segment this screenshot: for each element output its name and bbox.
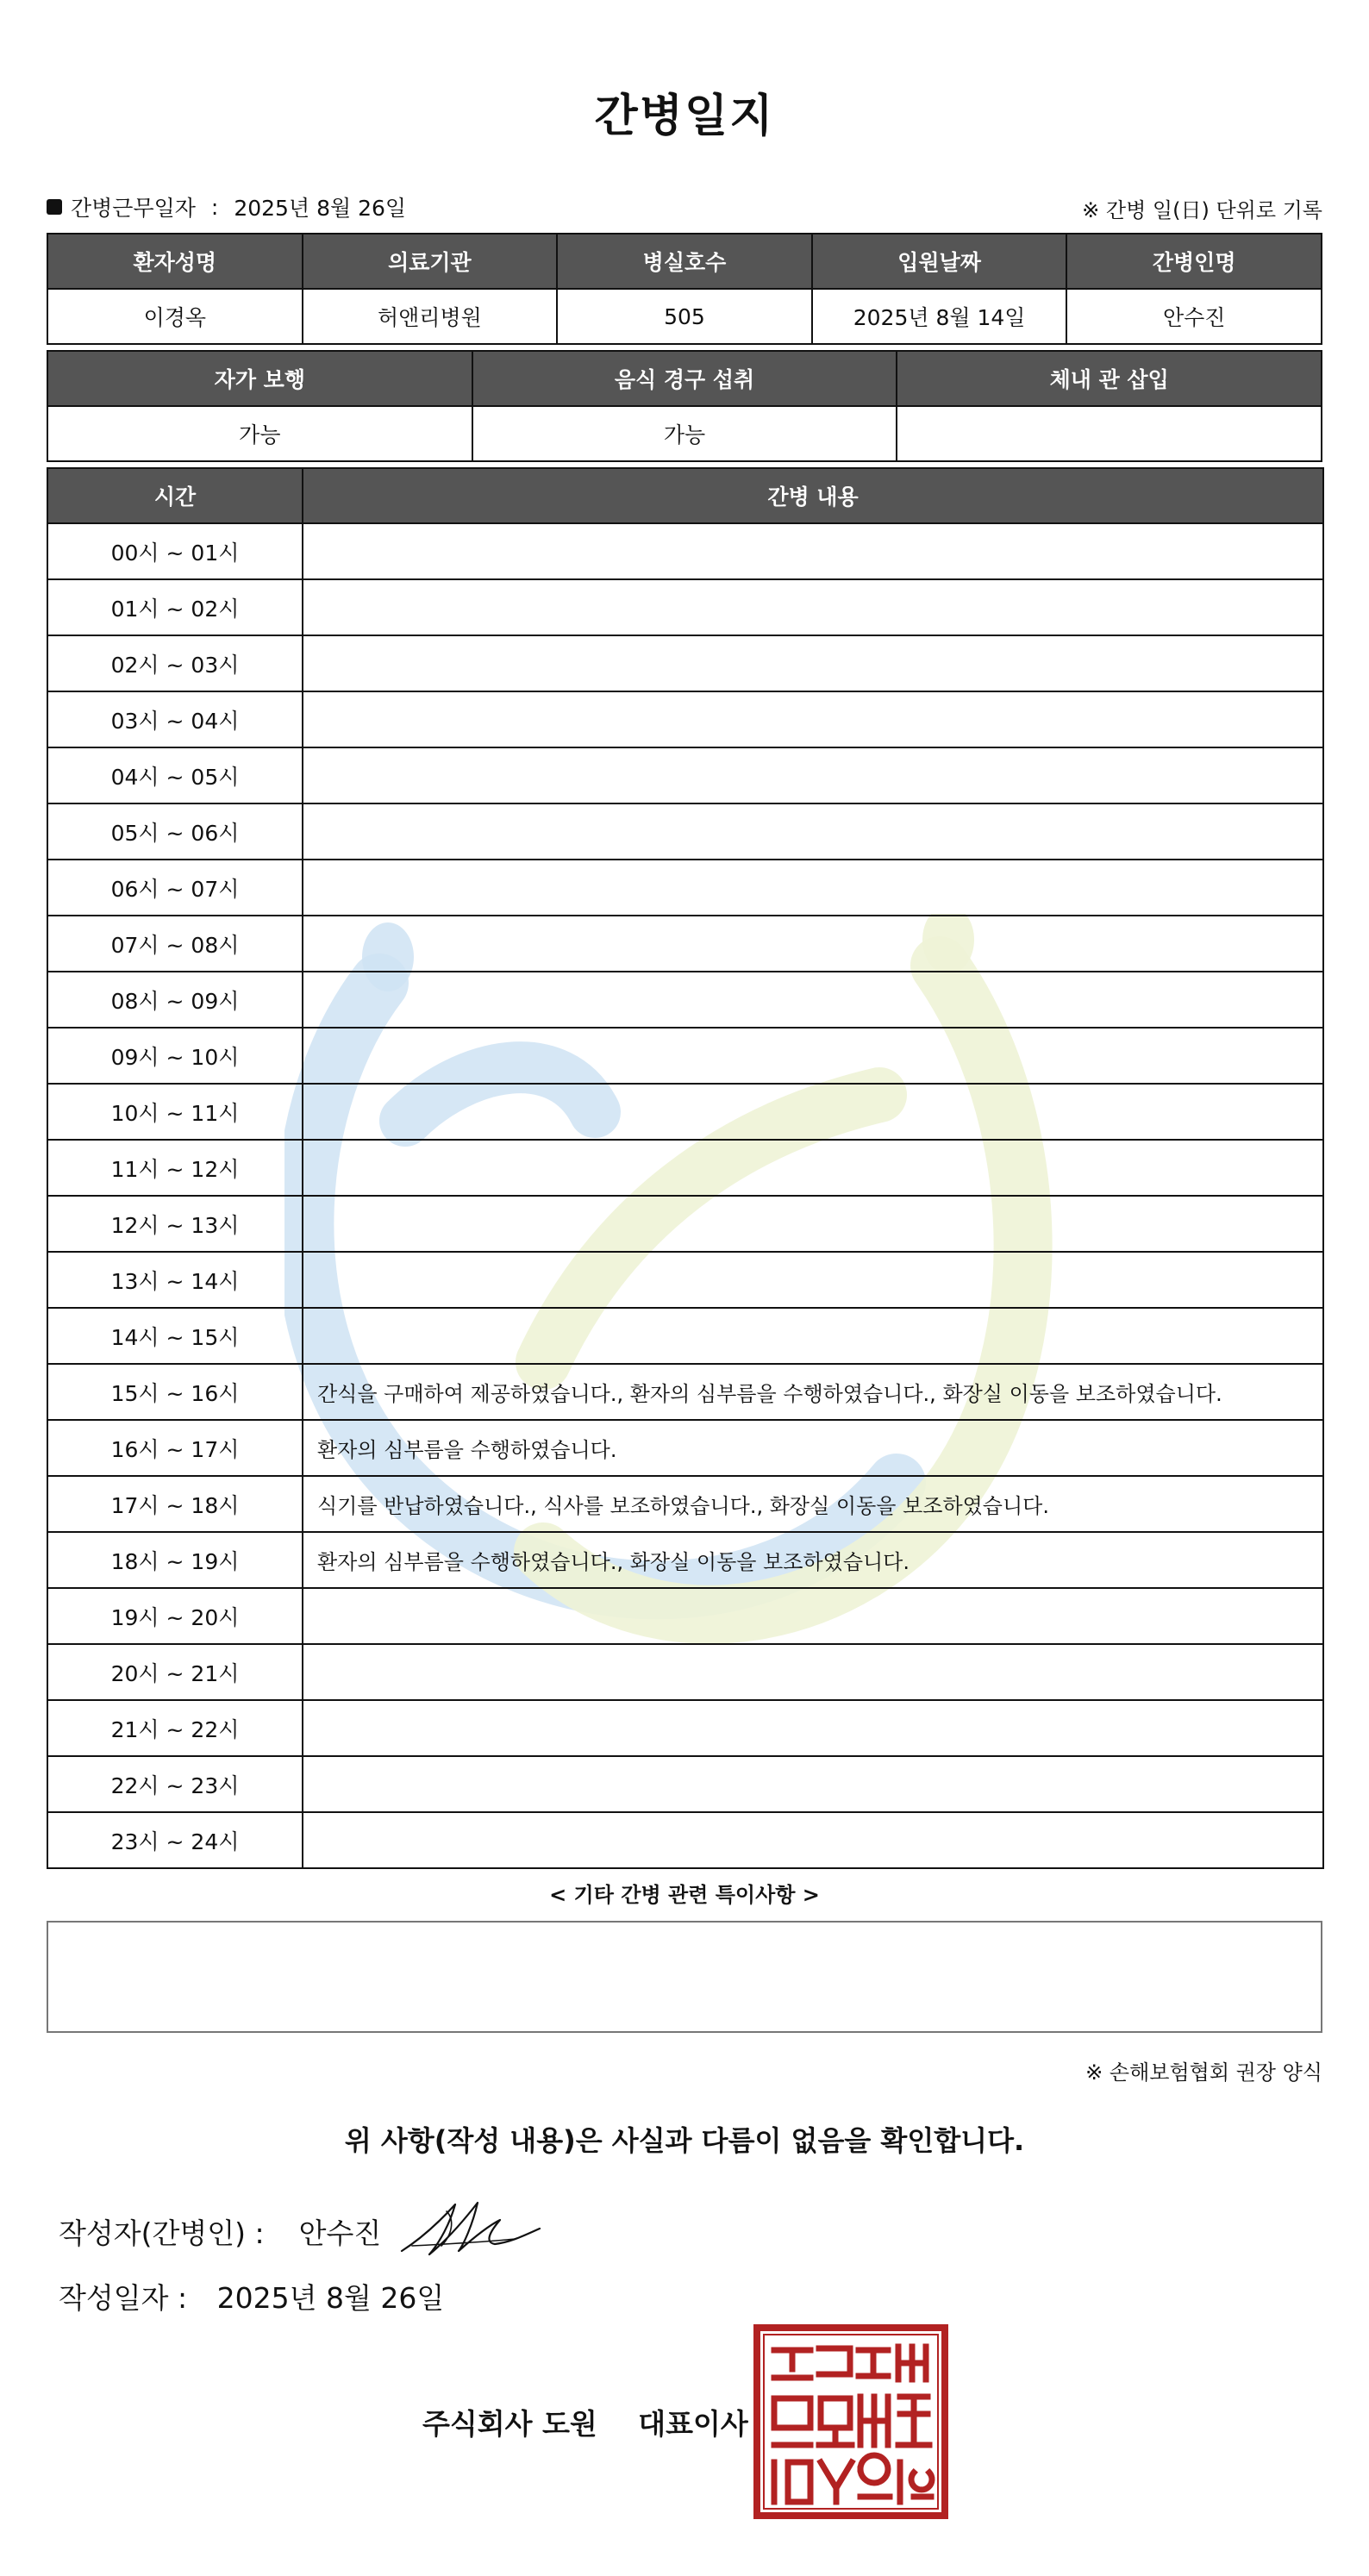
written-date-label: 작성일자 : xyxy=(59,2281,188,2315)
table-row xyxy=(47,1756,1323,1812)
table-row xyxy=(47,1196,1323,1252)
table-row xyxy=(47,691,1323,747)
time-slot: 03시 ~ 04시 xyxy=(47,691,303,747)
time-slot: 00시 ~ 01시 xyxy=(47,523,303,579)
time-slot: 16시 ~ 17시 xyxy=(47,1420,303,1476)
care-content xyxy=(303,1812,1323,1868)
table-row xyxy=(47,1476,1323,1532)
table-row xyxy=(47,972,1323,1028)
time-slot: 20시 ~ 21시 xyxy=(47,1644,303,1700)
table-row xyxy=(47,1252,1323,1308)
header-tube-insertion: 체내 관 삽입 xyxy=(897,351,1322,406)
other-notes-box xyxy=(47,1921,1322,2033)
time-slot: 09시 ~ 10시 xyxy=(47,1028,303,1084)
time-slot: 08시 ~ 09시 xyxy=(47,972,303,1028)
oral-intake-value: 가능 xyxy=(472,406,897,461)
ability-value-row xyxy=(47,406,1322,461)
time-slot: 17시 ~ 18시 xyxy=(47,1476,303,1532)
header-caregiver-name: 간병인명 xyxy=(1066,234,1322,289)
table-row xyxy=(47,1140,1323,1196)
written-date-row xyxy=(59,2276,444,2317)
work-date-row xyxy=(47,191,406,222)
care-content xyxy=(303,579,1323,635)
table-row xyxy=(47,1084,1323,1140)
time-slot: 07시 ~ 08시 xyxy=(47,916,303,972)
care-content xyxy=(303,860,1323,916)
care-log-table xyxy=(47,467,1324,1869)
header-care-content: 간병 내용 xyxy=(303,468,1323,523)
confirmation-text: 위 사항(작성 내용)은 사실과 다름이 없음을 확인합니다. xyxy=(344,2124,1025,2157)
care-content xyxy=(303,1308,1323,1364)
work-date-separator: : xyxy=(210,194,219,220)
company-signature-line xyxy=(422,2402,748,2442)
care-content xyxy=(303,972,1323,1028)
table-row xyxy=(47,1028,1323,1084)
header-admission-date: 입원날짜 xyxy=(812,234,1067,289)
care-content: 간식을 구매하여 제공하였습니다., 환자의 심부름을 수행하였습니다., 화장실 이동을 보조하였습니다. xyxy=(303,1364,1323,1420)
header-patient-name: 환자성명 xyxy=(47,234,303,289)
self-walking-value: 가능 xyxy=(47,406,472,461)
table-row xyxy=(47,803,1323,860)
time-slot: 14시 ~ 15시 xyxy=(47,1308,303,1364)
table-row xyxy=(47,1308,1323,1364)
care-content xyxy=(303,916,1323,972)
time-slot: 23시 ~ 24시 xyxy=(47,1812,303,1868)
care-content: 환자의 심부름을 수행하였습니다., 화장실 이동을 보조하였습니다. xyxy=(303,1532,1323,1588)
table-row xyxy=(47,1532,1323,1588)
ability-header-row xyxy=(47,351,1322,406)
tube-insertion-value xyxy=(897,406,1322,461)
care-content xyxy=(303,1196,1323,1252)
table-row xyxy=(47,1588,1323,1644)
table-row xyxy=(47,1812,1323,1868)
patient-name: 이경옥 xyxy=(47,289,303,344)
time-slot: 22시 ~ 23시 xyxy=(47,1756,303,1812)
header-room-number: 병실호수 xyxy=(557,234,812,289)
care-content xyxy=(303,523,1323,579)
room-number: 505 xyxy=(557,289,812,344)
care-content xyxy=(303,1140,1323,1196)
table-row xyxy=(47,635,1323,691)
writer-row xyxy=(59,2211,381,2252)
table-row xyxy=(47,1364,1323,1420)
recommend-note: ※ 손해보험협회 권장 양식 xyxy=(1085,2060,1322,2085)
written-date-value: 2025년 8월 26일 xyxy=(216,2281,445,2315)
time-slot: 13시 ~ 14시 xyxy=(47,1252,303,1308)
care-content xyxy=(303,1084,1323,1140)
caregiver-name: 안수진 xyxy=(1066,289,1322,344)
time-slot: 06시 ~ 07시 xyxy=(47,860,303,916)
company-name: 주식회사 도원 xyxy=(422,2407,597,2441)
care-content xyxy=(303,747,1323,803)
work-date-label: 간병근무일자 xyxy=(71,196,196,221)
unit-note: ※ 간병 일(日) 단위로 기록 xyxy=(1082,198,1322,222)
table-row xyxy=(47,523,1323,579)
table-row xyxy=(47,1644,1323,1700)
time-slot: 12시 ~ 13시 xyxy=(47,1196,303,1252)
document-title: 간병일지 xyxy=(594,91,775,142)
signature-image xyxy=(395,2194,550,2263)
table-row xyxy=(47,1700,1323,1756)
care-content xyxy=(303,1252,1323,1308)
bullet-square-icon xyxy=(47,199,62,215)
time-slot: 15시 ~ 16시 xyxy=(47,1364,303,1420)
time-slot: 01시 ~ 02시 xyxy=(47,579,303,635)
company-title: 대표이사 xyxy=(638,2407,748,2441)
time-slot: 04시 ~ 05시 xyxy=(47,747,303,803)
patient-info-header-row xyxy=(47,234,1322,289)
admission-date: 2025년 8월 14일 xyxy=(812,289,1067,344)
time-slot: 11시 ~ 12시 xyxy=(47,1140,303,1196)
care-content: 환자의 심부름을 수행하였습니다. xyxy=(303,1420,1323,1476)
care-content xyxy=(303,1644,1323,1700)
patient-info-table xyxy=(47,233,1322,345)
time-slot: 18시 ~ 19시 xyxy=(47,1532,303,1588)
care-content: 식기를 반납하였습니다., 식사를 보조하였습니다., 화장실 이동을 보조하였습니다. xyxy=(303,1476,1323,1532)
care-content xyxy=(303,1756,1323,1812)
other-notes-title: < 기타 간병 관련 특이사항 > xyxy=(549,1883,820,1907)
writer-label: 작성자(간병인) : xyxy=(59,2216,265,2250)
time-slot: 05시 ~ 06시 xyxy=(47,803,303,860)
time-slot: 19시 ~ 20시 xyxy=(47,1588,303,1644)
work-date-value: 2025년 8월 26일 xyxy=(234,196,407,221)
table-row xyxy=(47,916,1323,972)
time-slot: 02시 ~ 03시 xyxy=(47,635,303,691)
care-content xyxy=(303,803,1323,860)
header-oral-intake: 음식 경구 섭취 xyxy=(472,351,897,406)
header-institution: 의료기관 xyxy=(303,234,558,289)
patient-info-value-row xyxy=(47,289,1322,344)
care-content xyxy=(303,691,1323,747)
time-slot: 21시 ~ 22시 xyxy=(47,1700,303,1756)
table-row xyxy=(47,747,1323,803)
header-self-walking: 자가 보행 xyxy=(47,351,472,406)
header-time: 시간 xyxy=(47,468,303,523)
care-content xyxy=(303,1700,1323,1756)
care-content xyxy=(303,1028,1323,1084)
care-log-header-row xyxy=(47,468,1323,523)
care-content xyxy=(303,635,1323,691)
table-row xyxy=(47,579,1323,635)
writer-name: 안수진 xyxy=(298,2216,382,2250)
company-seal-stamp xyxy=(753,2324,948,2519)
institution: 허앤리병원 xyxy=(303,289,558,344)
table-row xyxy=(47,1420,1323,1476)
table-row xyxy=(47,860,1323,916)
care-content xyxy=(303,1588,1323,1644)
time-slot: 10시 ~ 11시 xyxy=(47,1084,303,1140)
patient-ability-table xyxy=(47,350,1322,462)
